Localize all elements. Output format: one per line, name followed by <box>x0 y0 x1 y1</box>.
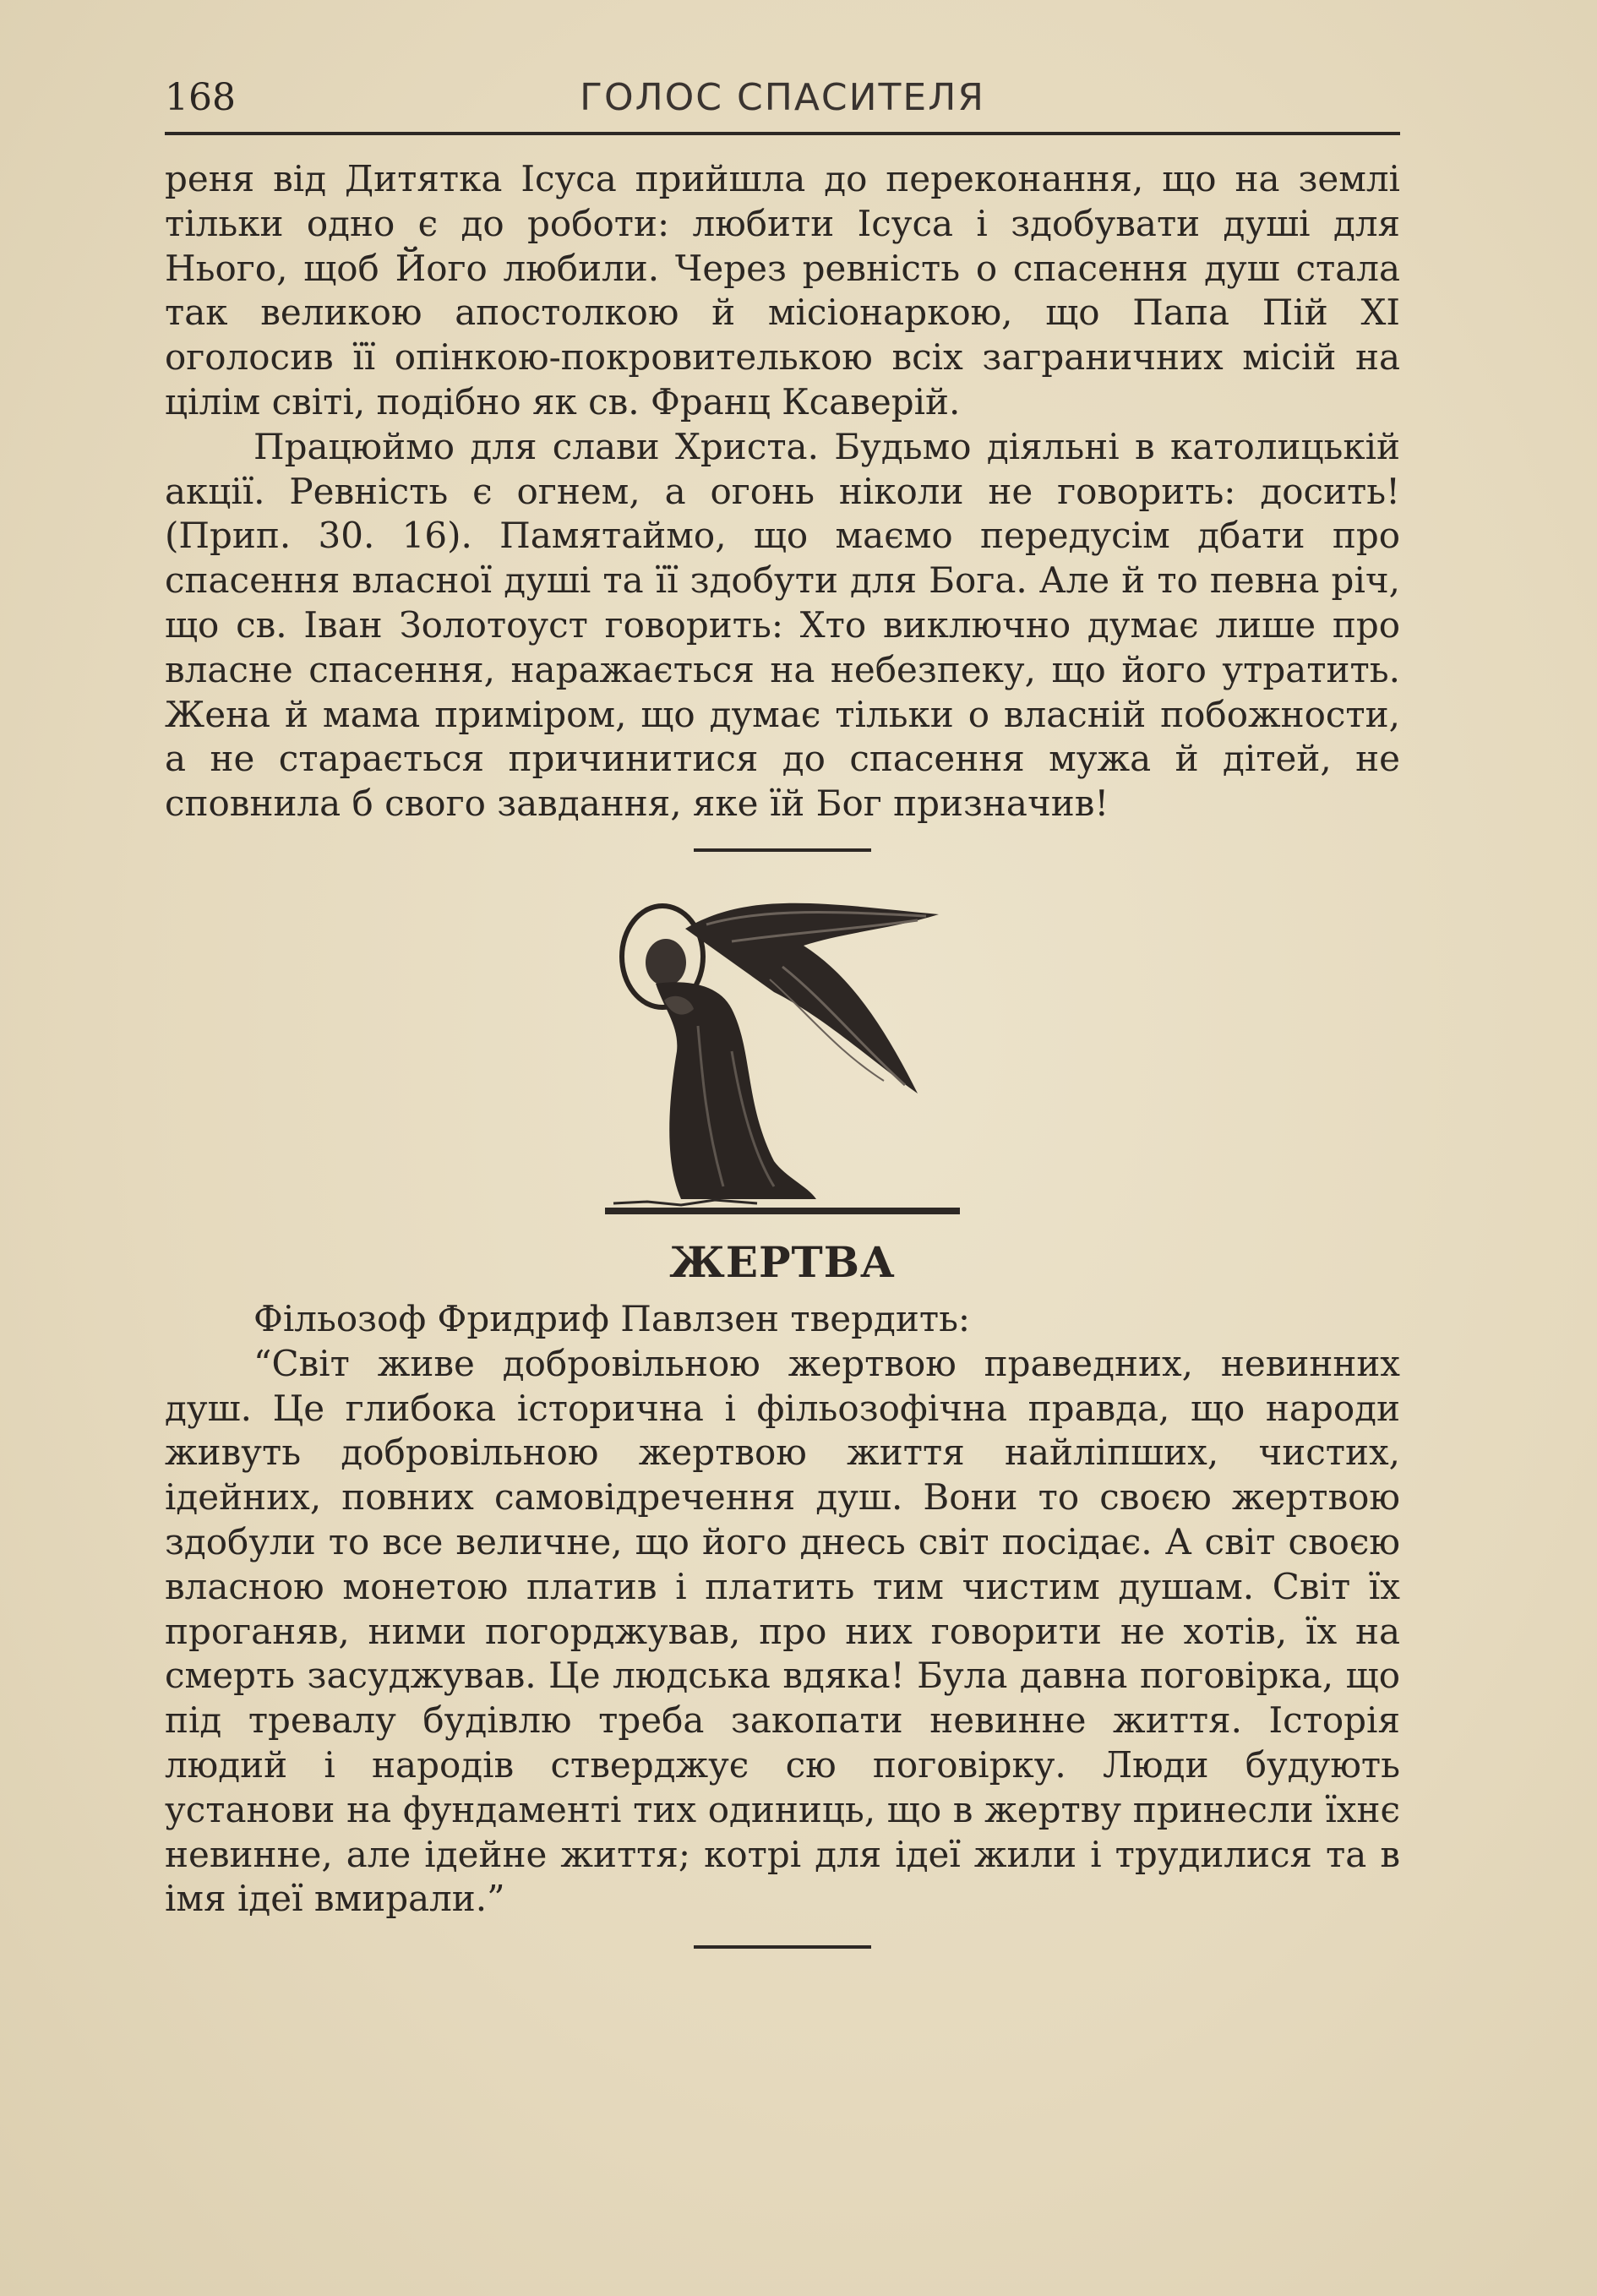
section-text <box>165 1297 1400 1922</box>
running-title: ГОЛОС СПАСИТЕЛЯ <box>580 76 985 119</box>
section-paragraph-1: Фільозоф Фридриф Павлзен твердить: <box>253 1297 971 1339</box>
paragraph-2: Працюймо для слави Христа. Будьмо діяльні в католицькій акції. Ревність є огнем, а огонь ніколи не говорить: досить! (Прип. 30. 16). Памятаймо, що маємо передусім дбати про спасення власної душі та її здобути для Бога. Але й то певна річ, що св. Іван Золотоуст говорить: Хто виключно думає лише про власне спасення, наражається на небезпеку, що його утратить. Жена й мама приміром, що думає тільки о власній побожности, а не старається причинитися до спасення мужа й дітей, не сповнила б свого завдання, яке їй Бог призначив! <box>165 425 1400 825</box>
section-title: ЖЕРТВА <box>669 1236 896 1287</box>
paragraph-1: реня від Дитятка Ісуса прийшла до переконання, що на землі тільки одно є до роботи: любити Ісуса і здобувати душі для Нього, щоб Його любили. Через ревність о спасення душ стала так великою апостолкою й місіонаркою, що Папа Пій XI оголосив її опінкою-покровителькою всіх заграничних місій на цілім світі, подібно як св. Франц Ксаверій. <box>165 158 1400 423</box>
kneeling-angel-icon <box>605 882 960 1229</box>
section-divider-bottom <box>694 1945 871 1949</box>
page-header <box>165 71 1400 132</box>
page <box>165 71 1400 1949</box>
body-text <box>165 157 1400 826</box>
page-number: 168 <box>165 76 236 119</box>
section-divider-top <box>694 848 871 852</box>
section-paragraph-2: “Світ живе добровільною жертвою праведних, невинних душ. Це глибока історична і фільозофічна правда, що народи живуть добровільною жертвою життя найліпших, чистих, ідейних, повних самовідречення душ. Вони то своєю жертвою здобули то все величне, що його днесь світ посідає. А світ своєю власною монетою платив і платить тим чистим душам. Світ їх проганяв, ними погорджував, про них говорити не хотів, їх на смерть засуджував. Це людська вдяка! Була давна поговірка, що під тревалу будівлю треба закопати невинне життя. Історія людий і народів стверджує сю поговірку. Люди будують установи на фундаменті тих одиниць, що в жертву принесли їхнє невинне, але ідейне життя; котрі для ідеї жили і трудилися та в імя ідеї вмирали.” <box>165 1342 1400 1920</box>
header-rule <box>165 132 1400 135</box>
